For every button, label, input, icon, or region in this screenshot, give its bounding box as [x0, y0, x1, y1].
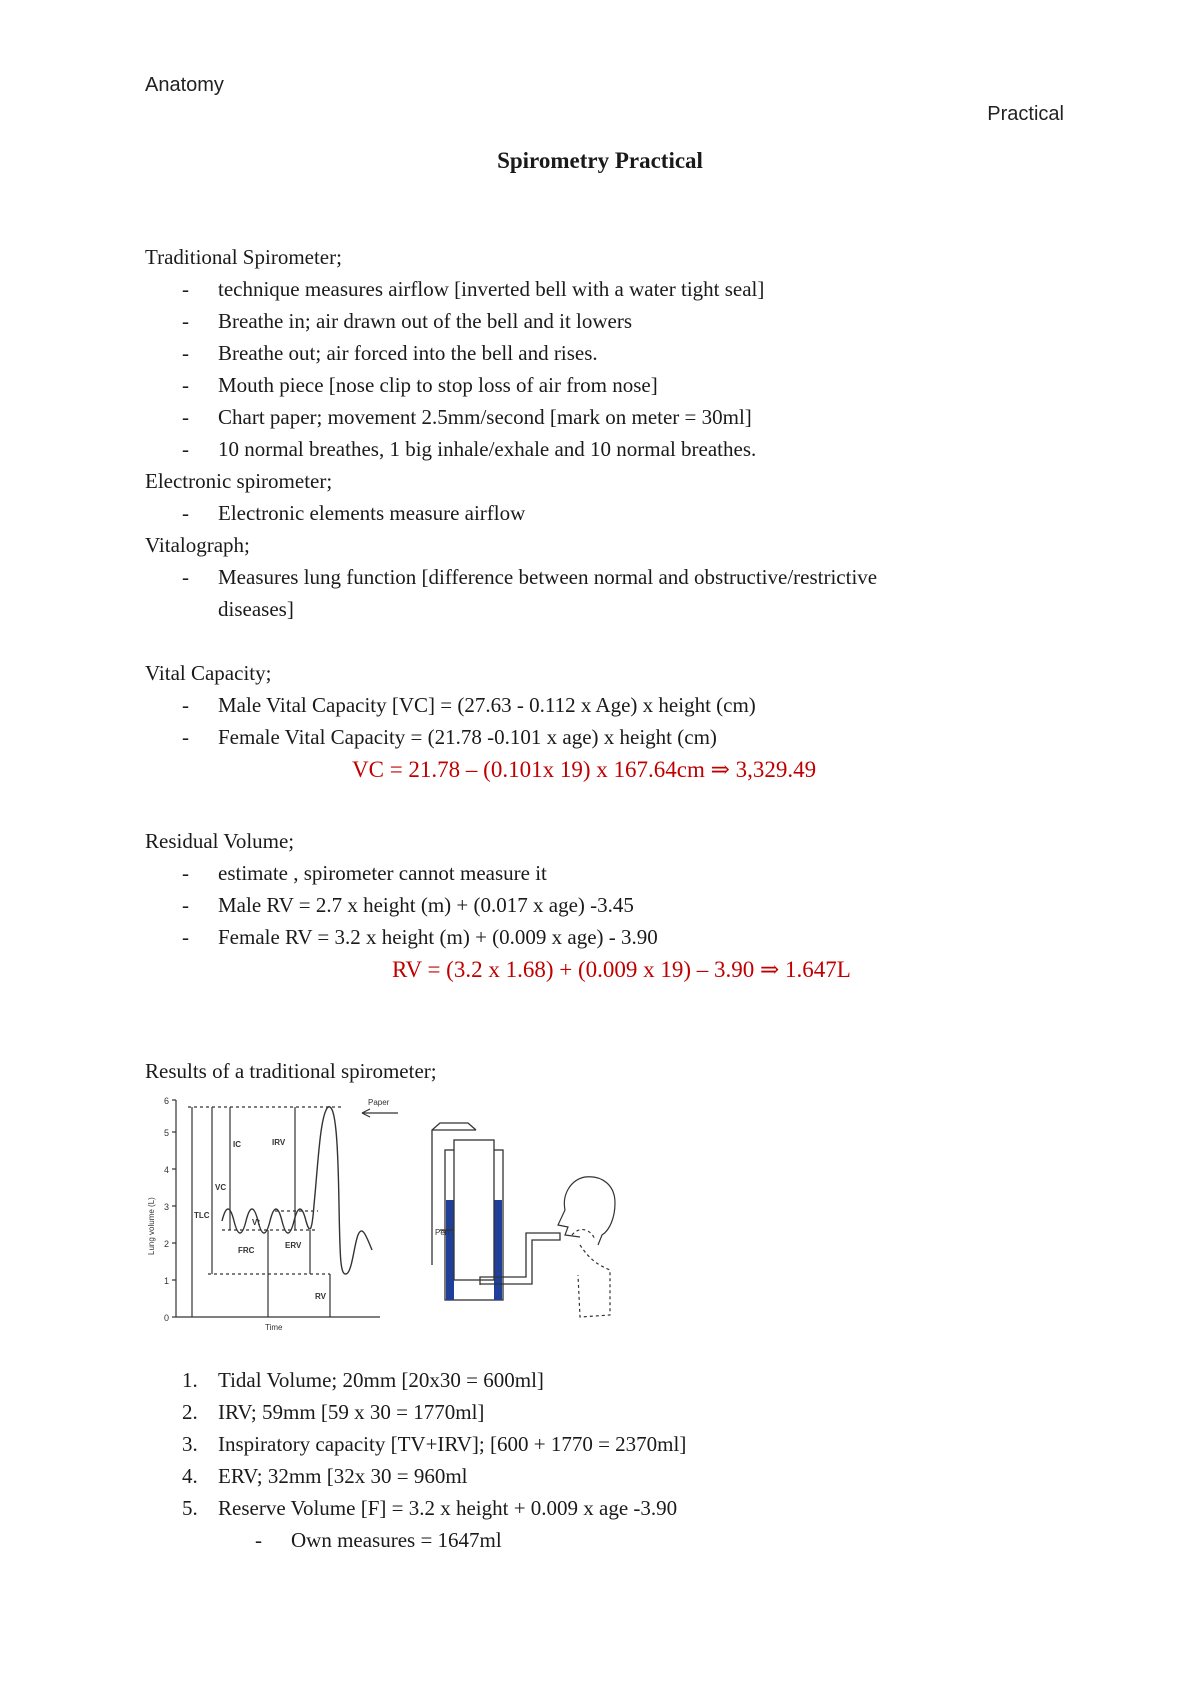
bullet: - Mouth piece [nose clip to stop loss of air from nose] — [182, 373, 658, 397]
spirometer-apparatus — [432, 1123, 560, 1300]
x-axis-label: Time — [265, 1323, 283, 1332]
label-vt: Vt — [252, 1218, 260, 1227]
rv-calculation: RV = (3.2 x 1.68) + (0.009 x 19) – 3.90 ⇒ 1.647L — [392, 957, 851, 982]
vc-calculation: VC = 21.78 – (0.101x 19) x 167.64cm ⇒ 3,329.49 — [352, 757, 817, 782]
inverted-bell — [454, 1140, 494, 1280]
label-ic: IC — [233, 1140, 241, 1149]
label-tlc: TLC — [194, 1211, 210, 1220]
bullet: - Breathe in; air drawn out of the bell and it lowers — [182, 309, 633, 333]
y-tick: 2 — [164, 1239, 170, 1249]
bullet-continuation: diseases] — [218, 597, 294, 621]
list-item: 3. Inspiratory capacity [TV+IRV]; [600 + 1770 = 2370ml] — [182, 1432, 687, 1456]
spirogram-chart — [172, 1100, 398, 1317]
list-item: 2. IRV; 59mm [59 x 30 = 1770ml] — [182, 1400, 485, 1424]
water-right — [494, 1200, 502, 1300]
header-right: Practical — [987, 103, 1064, 125]
label-vc: VC — [215, 1183, 227, 1192]
section-heading-residual-volume: Residual Volume; — [145, 829, 295, 853]
section-heading-results: Results of a traditional spirometer; — [145, 1059, 437, 1083]
bullet: - Male Vital Capacity [VC] = (27.63 - 0.112 x Age) x height (cm) — [182, 693, 756, 717]
section-heading-traditional: Traditional Spirometer; — [145, 245, 342, 269]
bullet: - Measures lung function [difference between normal and obstructive/restrictive — [182, 565, 878, 589]
section-heading-electronic: Electronic spirometer; — [145, 469, 333, 493]
header-left: Anatomy — [145, 74, 224, 96]
list-item: 4. ERV; 32mm [32x 30 = 960ml — [182, 1464, 468, 1488]
list-item: 5. Reserve Volume [F] = 3.2 x height + 0.009 x age -3.90 — [182, 1496, 678, 1520]
y-tick: 6 — [164, 1096, 170, 1106]
label-irv: IRV — [272, 1138, 286, 1147]
section-heading-vital-capacity: Vital Capacity; — [145, 661, 272, 685]
water-left — [446, 1200, 454, 1300]
section-heading-vitalograph: Vitalograph; — [145, 533, 250, 557]
bullet: - technique measures airflow [inverted bell with a water tight seal] — [182, 277, 765, 301]
bullet: - Male RV = 2.7 x height (m) + (0.017 x age) -3.45 — [182, 893, 634, 917]
pen-label: Pen — [435, 1228, 450, 1237]
spirometer-figure — [140, 1085, 660, 1335]
bullet: - Electronic elements measure airflow — [182, 501, 526, 525]
bullet: - Breathe out; air forced into the bell and rises. — [182, 341, 598, 365]
sub-bullet: - Own measures = 1647ml — [255, 1528, 502, 1552]
y-axis-label: Lung volume (L) — [147, 1197, 156, 1255]
page-title: Spirometry Practical — [497, 148, 703, 173]
y-tick: 3 — [164, 1202, 170, 1212]
y-tick: 1 — [164, 1276, 170, 1286]
y-tick: 5 — [164, 1128, 170, 1138]
paper-label: Paper — [368, 1098, 390, 1107]
label-frc: FRC — [238, 1246, 255, 1255]
y-tick: 4 — [164, 1165, 170, 1175]
list-item: 1. Tidal Volume; 20mm [20x30 = 600ml] — [182, 1368, 544, 1392]
y-tick: 0 — [164, 1313, 170, 1323]
label-erv: ERV — [285, 1241, 302, 1250]
bullet: - Female RV = 3.2 x height (m) + (0.009 x age) - 3.90 — [182, 925, 658, 949]
label-rv: RV — [315, 1292, 326, 1301]
person-icon — [558, 1177, 615, 1317]
bullet: - Female Vital Capacity = (21.78 -0.101 x age) x height (cm) — [182, 725, 717, 749]
bullet: - estimate , spirometer cannot measure it — [182, 861, 547, 885]
bullet: - 10 normal breathes, 1 big inhale/exhale and 10 normal breathes. — [182, 437, 757, 461]
bullet: - Chart paper; movement 2.5mm/second [mark on meter = 30ml] — [182, 405, 752, 429]
